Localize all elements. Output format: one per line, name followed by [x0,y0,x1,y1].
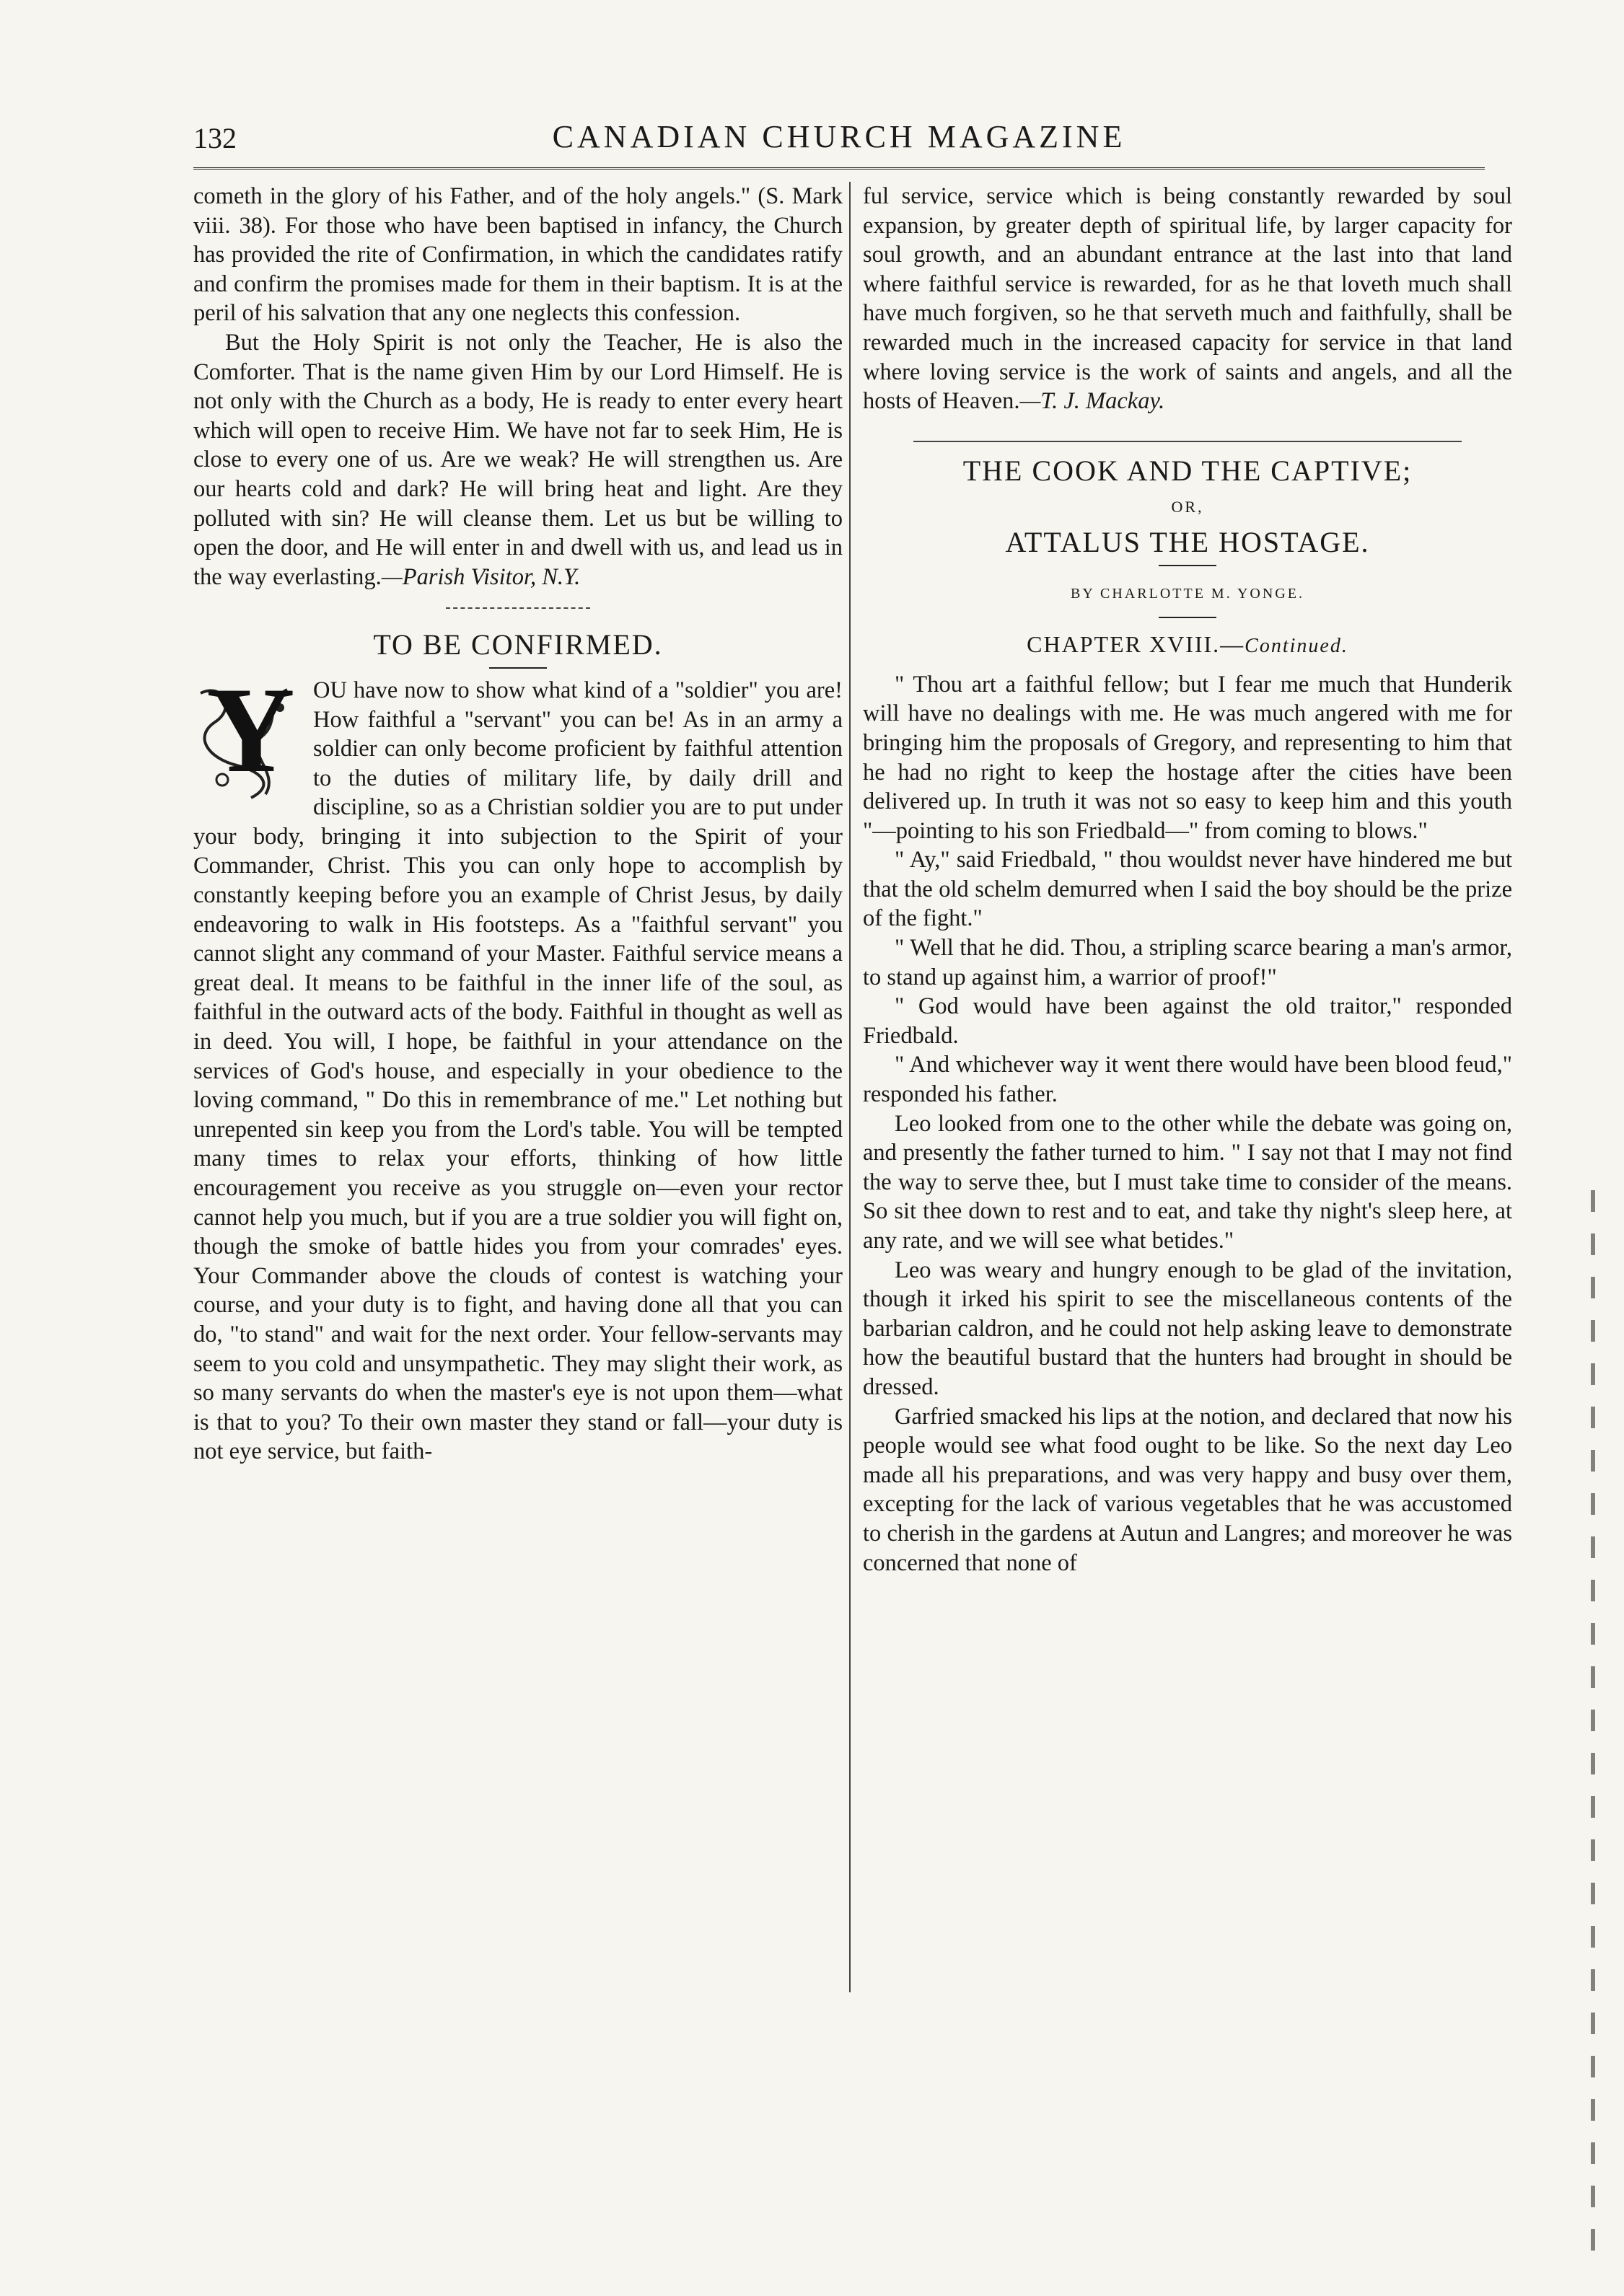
masthead-title: CANADIAN CHURCH MAGAZINE [552,119,1126,154]
chapter-continued: Continued. [1245,635,1348,658]
title-rule [489,667,547,669]
chapter-number: CHAPTER XVIII.— [1027,631,1245,658]
lead-word: OU [313,677,347,703]
paragraph-text: But the Holy Spirit is not only the Teacher, He is also the Comforter. That is the name given Him by our Lord Himself. He is not only with the Church as a body, He is ready to enter every heart which will open to receive Him. We have not far to seek Him, He is close to every one of us. Are we weak? He will strengthen us. Are our hearts cold and dark? He will bring heat and light. Are they polluted with sin? He will cleanse them. Let us but be willing to open the door, and He will enter in and dwell with us, and lead us in the way everlasting. [193,329,843,590]
right-column [863,182,1512,1578]
title-rule [1159,565,1216,566]
byline: BY CHARLOTTE M. YONGE. [1071,585,1304,602]
paragraph: cometh in the glory of his Father, and of the holy angels." (S. Mark viii. 38). For those who have been baptised in infancy, the Church has provided the rite of Confirmation, in which the candidates ratify and confirm the promises made for them in their baptism. It is at the peril of his salvation that any one neglects this confession. [193,183,843,327]
paragraph: " Well that he did. Thou, a stripling scarce bearing a man's armor, to stand up against him, a warrior of proof!" [863,935,1512,990]
attribution: —T. J. Mackay. [1019,388,1165,415]
page-number: 132 [193,122,237,154]
paragraph: Garfried smacked his lips at the notion, and declared that now his people would see what food ought to be like. So the next day Leo made all his preparations, and was very happy and busy over them, excepting for the lack of various vegetables that he was accustomed to cherish in the gardens at Autun and Langres; and moreover he was concerned that none of [863,1403,1512,1576]
story-title-or: OR, [1171,498,1204,516]
paragraph: " God would have been against the old traitor," responded Friedbald. [863,993,1512,1049]
paragraph [193,328,843,591]
story-subtitle: ATTALUS THE HOSTAGE. [1005,525,1370,558]
section-divider [446,607,590,609]
section-divider [913,441,1462,442]
paragraph [193,661,843,1466]
scan-edge-artifact [1591,1190,1595,2272]
paragraph: " Thou art a faithful fellow; but I fear me much that Hunderik will have no dealings with me. He was much angered with me for bringing him the proposals of Gregory, and representing to him that he had no right to keep the hostage after the cities have been delivered up. In truth it was not so easy to keep him and this youth "—pointing to his son Friedbald—" from coming to blows." [863,671,1512,844]
header-rule [193,167,1485,170]
attribution: —Parish Visitor, N.Y. [381,563,581,590]
paragraph: Leo was weary and hungry enough to be glad of the invitation, though it irked his spirit to see the miscellaneous contents of the barbarian caldron, and he could not help asking leave to demonstrate how the beautiful bustard that the hunters had brought in should be dressed. [863,1257,1512,1400]
ornamental-initial [193,661,303,801]
paragraph [863,182,1512,416]
left-column [193,182,843,1466]
chapter-heading [863,630,1512,661]
section-title: TO BE CONFIRMED. [373,628,663,661]
paragraph: " And whichever way it went there would have been blood feud," responded his father. [863,1052,1512,1108]
story-title: THE COOK AND THE CAPTIVE; [962,454,1413,487]
dropcap-letter: Y [206,661,295,798]
column-divider [849,182,851,1992]
paragraph: " Ay," said Friedbald, " thou wouldst never have hindered me but that the old schelm demurred when I said the boy should be the prize of the fight." [863,847,1512,932]
page-header [193,115,1485,166]
paragraph-text: have now to show what kind of a "soldier" you are! How faithful a "servant" you can be! As in an army a soldier can only become proficient by faithful attention to the duties of military life, by daily drill and discipline, so as a Christian soldier you are to put under your body, bringing it into subjection to the Spirit of your Commander, Christ. This you can only hope to accomplish by constantly keeping before you an example of Christ Jesus, by daily endeavoring to walk in His footsteps. As a "faithful servant" you cannot slight any command of your Master. Faithful service means a great deal. It means to be faithful in the inner life of the soul, as faithful in the outward acts of the body. Faithful in thought as well as in deed. You will, I hope, be faithful in your attendance on the services of God's house, and especially in your obedience to the loving command, " Do this in remembrance of me." Let nothing but unrepented sin keep you from the Lord's table. You will be tempted many times to relax your efforts, thinking of how little encouragement you receive as you struggle on—even your rector cannot help you much, but if you are a true soldier you will fight on, though the smoke of battle hides you from your comrades' eyes. Your Commander above the clouds of contest is watching your course, and your duty is to fight, and having done all that you can do, "to stand" and wait for the next order. Your fellow-servants may seem to you cold and unsympathetic. They may slight their work, as so many servants do when the master's eye is not upon them—what is that to you? To their own master they stand or fall—your duty is not eye service, but faith- [193,677,843,1465]
paragraph-text: ful service, service which is being constantly rewarded by soul expansion, by greater depth of spiritual life, by larger capacity for soul growth, and an abundant entrance at the last into that land where faithful service is rewarded, for as he that loveth much shall have much forgiven, so he that serveth much and faithfully, shall be rewarded much in the increased capacity for service in that land where loving service is the work of saints and angels, and all the hosts of Heaven. [863,183,1512,415]
byline-rule [1159,617,1216,618]
paragraph: Leo looked from one to the other while the debate was going on, and presently the father turned to him. " I say not that I may not find the way to serve thee, but I must take time to consider of the means. So sit thee down to rest and to eat, and take thy night's sleep here, at any rate, and we will see what betides." [863,1110,1512,1254]
